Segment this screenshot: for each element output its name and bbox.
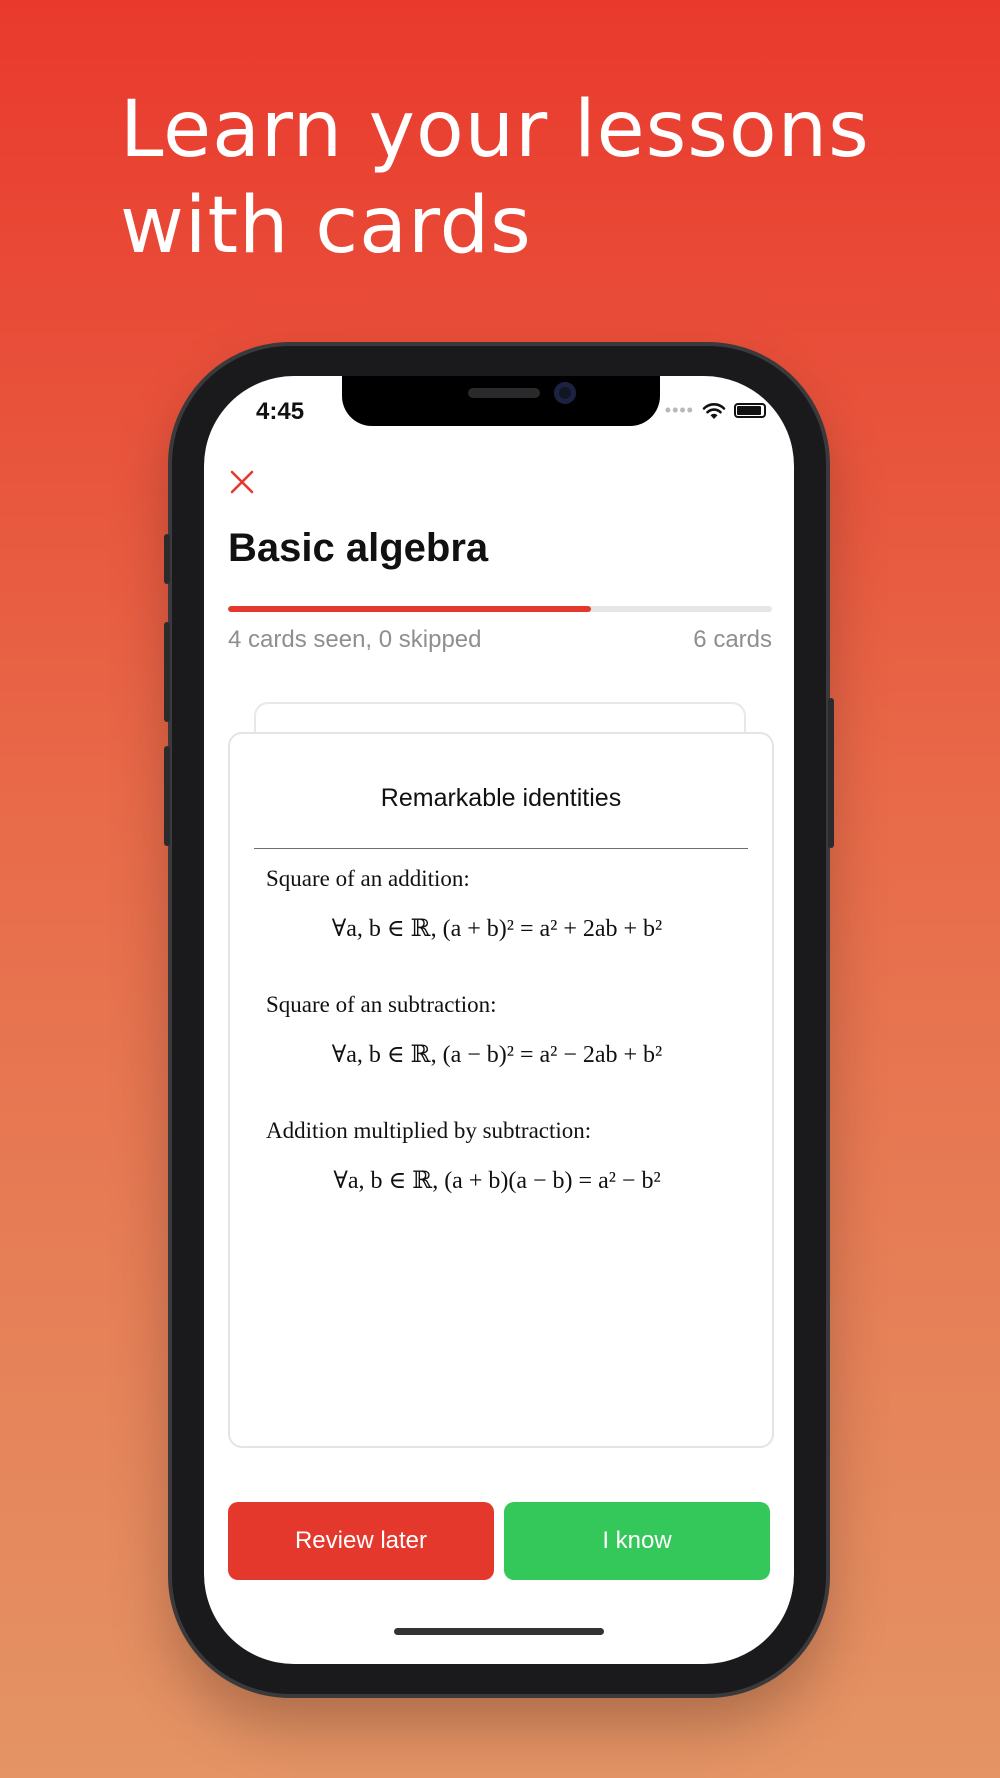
lesson-title: Basic algebra — [228, 526, 489, 570]
signal-dots-icon: •••• — [664, 400, 694, 420]
front-camera — [554, 382, 576, 404]
identity-label: Square of an addition: — [266, 866, 470, 891]
headline-line-2: with cards — [120, 181, 532, 271]
cards-total-text: 6 cards — [693, 626, 772, 653]
flash-card[interactable] — [228, 732, 774, 1448]
phone-screen — [204, 376, 794, 1664]
volume-up-button — [164, 622, 170, 722]
close-icon[interactable] — [228, 468, 256, 496]
identity-item — [266, 864, 748, 946]
i-know-button[interactable]: I know — [504, 1502, 770, 1580]
wifi-icon — [702, 402, 726, 420]
identity-formula: ∀a, b ∈ ℝ, (a + b)² = a² + 2ab + b² — [331, 916, 663, 942]
volume-down-button — [164, 746, 170, 846]
home-indicator — [394, 1628, 604, 1635]
card-divider — [254, 848, 748, 849]
identity-item — [266, 990, 748, 1072]
review-later-button[interactable]: Review later — [228, 1502, 494, 1580]
cards-seen-text: 4 cards seen, 0 skipped — [228, 626, 482, 653]
phone-frame — [172, 346, 826, 1694]
identity-item — [266, 1116, 748, 1198]
identity-label: Square of an subtraction: — [266, 992, 497, 1017]
progress-fill — [228, 606, 591, 612]
identity-label: Addition multiplied by subtraction: — [266, 1118, 592, 1143]
status-icons — [665, 400, 766, 421]
card-title: Remarkable identities — [380, 784, 622, 812]
identity-formula: ∀a, b ∈ ℝ, (a − b)² = a² − 2ab + b² — [331, 1042, 663, 1068]
status-time: 4:45 — [256, 398, 305, 425]
battery-icon — [734, 403, 766, 418]
progress-bar — [228, 606, 772, 612]
card-body — [266, 864, 748, 1242]
power-button — [828, 698, 834, 848]
speaker — [468, 388, 540, 398]
headline — [120, 82, 920, 274]
silent-switch — [164, 534, 170, 584]
identity-formula: ∀a, b ∈ ℝ, (a + b)(a − b) = a² − b² — [333, 1168, 661, 1194]
notch — [342, 376, 660, 426]
headline-line-1: Learn your lessons — [120, 85, 870, 175]
